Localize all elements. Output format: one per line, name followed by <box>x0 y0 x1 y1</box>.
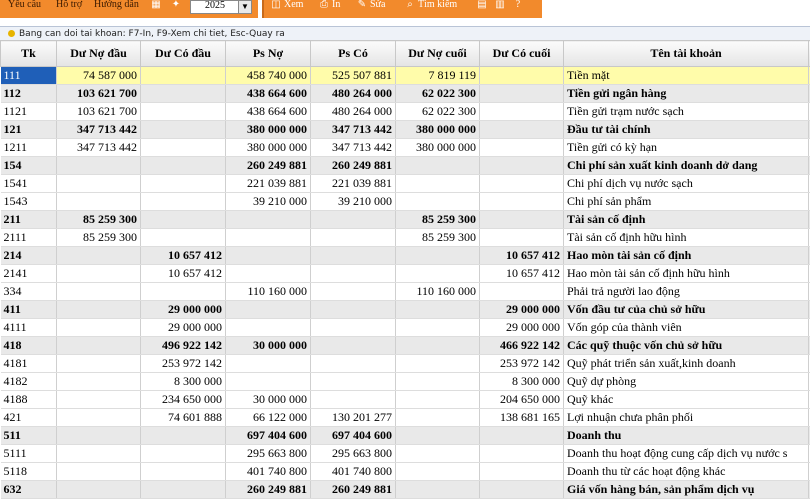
cell-tk[interactable]: 1211 <box>1 139 57 157</box>
cell-du-co-cuoi[interactable]: 466 922 142 <box>480 337 564 355</box>
cell-du-no-dau[interactable] <box>57 265 141 283</box>
col-header-tk[interactable]: Tk <box>1 41 57 67</box>
table-row[interactable] <box>1 247 810 265</box>
cell-du-co-cuoi[interactable]: 29 000 000 <box>480 301 564 319</box>
cell-ps-no[interactable]: 380 000 000 <box>226 139 311 157</box>
cell-ps-no[interactable]: 380 000 000 <box>226 121 311 139</box>
col-header-du-co-cuoi[interactable]: Dư Có cuối <box>480 41 564 67</box>
cell-du-no-cuoi[interactable] <box>396 409 480 427</box>
table-row[interactable] <box>1 175 810 193</box>
cell-du-no-dau[interactable]: 103 621 700 <box>57 85 141 103</box>
cell-ps-no[interactable]: 401 740 800 <box>226 463 311 481</box>
cell-du-co-cuoi[interactable]: 253 972 142 <box>480 355 564 373</box>
cell-ps-co[interactable]: 39 210 000 <box>311 193 396 211</box>
cell-ps-co[interactable]: 260 249 881 <box>311 481 396 499</box>
cell-du-no-cuoi[interactable] <box>396 175 480 193</box>
cell-du-no-cuoi[interactable] <box>396 391 480 409</box>
cell-tk[interactable]: 1121 <box>1 103 57 121</box>
cell-du-no-dau[interactable] <box>57 463 141 481</box>
cell-du-co-dau[interactable] <box>141 157 226 175</box>
cell-ps-no[interactable]: 30 000 000 <box>226 337 311 355</box>
cell-ten-tai-khoan[interactable]: Tài sản cố định hữu hình <box>564 229 809 247</box>
cell-du-co-cuoi[interactable]: 8 300 000 <box>480 373 564 391</box>
cell-du-no-dau[interactable] <box>57 373 141 391</box>
cell-du-no-cuoi[interactable]: 380 000 000 <box>396 139 480 157</box>
table-row[interactable] <box>1 463 810 481</box>
cell-tk[interactable]: 4182 <box>1 373 57 391</box>
cell-du-no-cuoi[interactable]: 85 259 300 <box>396 211 480 229</box>
cell-du-co-cuoi[interactable]: 10 657 412 <box>480 265 564 283</box>
cell-ps-co[interactable]: 347 713 442 <box>311 121 396 139</box>
cell-du-no-cuoi[interactable] <box>396 463 480 481</box>
cell-du-no-cuoi[interactable] <box>396 355 480 373</box>
table-row[interactable] <box>1 409 810 427</box>
cell-ten-tai-khoan[interactable]: Lợi nhuận chưa phân phối <box>564 409 809 427</box>
cell-du-co-dau[interactable] <box>141 175 226 193</box>
table-row[interactable] <box>1 355 810 373</box>
cell-du-co-dau[interactable] <box>141 445 226 463</box>
cell-ps-no[interactable] <box>226 265 311 283</box>
cell-ps-no[interactable]: 697 404 600 <box>226 427 311 445</box>
cell-ten-tai-khoan[interactable]: Tiền gửi có kỳ hạn <box>564 139 809 157</box>
cell-du-co-dau[interactable] <box>141 229 226 247</box>
cell-tk[interactable]: 5118 <box>1 463 57 481</box>
toolbar-left-group <box>0 0 258 18</box>
cell-tk[interactable]: 211 <box>1 211 57 229</box>
cell-ps-co[interactable]: 347 713 442 <box>311 139 396 157</box>
cell-du-no-cuoi[interactable]: 380 000 000 <box>396 121 480 139</box>
col-header-ps-co[interactable]: Ps Có <box>311 41 396 67</box>
cell-du-co-cuoi[interactable] <box>480 445 564 463</box>
cell-du-co-dau[interactable] <box>141 211 226 229</box>
cell-du-co-dau[interactable] <box>141 283 226 301</box>
cell-ps-co[interactable]: 525 507 881 <box>311 67 396 85</box>
table-row[interactable] <box>1 193 810 211</box>
cell-du-co-dau[interactable]: 10 657 412 <box>141 265 226 283</box>
cell-du-no-cuoi[interactable] <box>396 301 480 319</box>
cell-tk[interactable]: 4111 <box>1 319 57 337</box>
cell-du-co-dau[interactable] <box>141 463 226 481</box>
edit-icon[interactable]: ✎ <box>357 0 367 10</box>
cell-ten-tai-khoan[interactable]: Vốn đầu tư của chủ sở hữu <box>564 301 809 319</box>
cell-du-co-cuoi[interactable]: 204 650 000 <box>480 391 564 409</box>
cell-du-co-cuoi[interactable] <box>480 139 564 157</box>
table-row[interactable] <box>1 103 810 121</box>
cell-du-co-cuoi[interactable]: 138 681 165 <box>480 409 564 427</box>
cell-ten-tai-khoan[interactable]: Quỹ khác <box>564 391 809 409</box>
table-row[interactable] <box>1 121 810 139</box>
col-header-du-co-dau[interactable]: Dư Có đầu <box>141 41 226 67</box>
cell-ps-no[interactable]: 438 664 600 <box>226 103 311 121</box>
cell-ps-no[interactable]: 30 000 000 <box>226 391 311 409</box>
cell-ps-co[interactable]: 295 663 800 <box>311 445 396 463</box>
cell-du-co-cuoi[interactable] <box>480 121 564 139</box>
panel-title: Bang can doi tai khoan: F7-In, F9-Xem chi tiet, Esc-Quay ra <box>19 29 285 39</box>
cell-ten-tai-khoan[interactable]: Vốn góp của thành viên <box>564 319 809 337</box>
cell-du-no-cuoi[interactable] <box>396 265 480 283</box>
cell-du-no-cuoi[interactable] <box>396 481 480 499</box>
cell-du-no-cuoi[interactable] <box>396 373 480 391</box>
excel-icon[interactable]: ▤ <box>477 0 487 10</box>
cell-tk[interactable]: 4188 <box>1 391 57 409</box>
cell-du-co-cuoi[interactable] <box>480 193 564 211</box>
cell-du-co-dau[interactable] <box>141 67 226 85</box>
table-row[interactable] <box>1 67 810 85</box>
cell-ten-tai-khoan[interactable]: Hao mòn tài sản cố định <box>564 247 809 265</box>
table-row[interactable] <box>1 229 810 247</box>
cell-ps-co[interactable]: 480 264 000 <box>311 103 396 121</box>
cell-du-no-cuoi[interactable] <box>396 193 480 211</box>
cell-du-co-dau[interactable]: 29 000 000 <box>141 301 226 319</box>
cell-du-no-dau[interactable] <box>57 445 141 463</box>
cell-du-co-cuoi[interactable]: 10 657 412 <box>480 247 564 265</box>
cell-ps-co[interactable] <box>311 319 396 337</box>
table-row[interactable] <box>1 427 810 445</box>
cell-ps-co[interactable]: 260 249 881 <box>311 157 396 175</box>
cell-du-no-dau[interactable] <box>57 427 141 445</box>
print-icon[interactable]: ⎙ <box>320 0 328 10</box>
cell-du-no-dau[interactable]: 85 259 300 <box>57 229 141 247</box>
window-icon <box>8 30 15 37</box>
cell-du-co-cuoi[interactable] <box>480 103 564 121</box>
cell-du-no-dau[interactable]: 347 713 442 <box>57 121 141 139</box>
cell-ps-co[interactable] <box>311 337 396 355</box>
cell-ps-no[interactable]: 438 664 600 <box>226 85 311 103</box>
cell-ten-tai-khoan[interactable]: Doanh thu từ các hoạt động khác <box>564 463 809 481</box>
cell-ps-no[interactable]: 110 160 000 <box>226 283 311 301</box>
cell-ps-co[interactable]: 130 201 277 <box>311 409 396 427</box>
cell-ten-tai-khoan[interactable]: Quỹ phát triển sản xuất,kinh doanh <box>564 355 809 373</box>
cell-du-co-dau[interactable] <box>141 481 226 499</box>
cell-du-co-dau[interactable]: 8 300 000 <box>141 373 226 391</box>
cell-ps-co[interactable] <box>311 211 396 229</box>
cell-tk[interactable]: 511 <box>1 427 57 445</box>
cell-ps-co[interactable] <box>311 391 396 409</box>
year-select[interactable]: 2025 <box>190 0 240 14</box>
help-icon[interactable]: ? <box>515 0 521 10</box>
cell-du-co-cuoi[interactable] <box>480 67 564 85</box>
tim-kiem-button[interactable]: Tìm kiếm <box>418 0 458 10</box>
cell-du-co-cuoi[interactable] <box>480 175 564 193</box>
cell-du-no-dau[interactable] <box>57 409 141 427</box>
cell-du-co-cuoi[interactable] <box>480 463 564 481</box>
cell-ps-co[interactable]: 697 404 600 <box>311 427 396 445</box>
cell-ps-no[interactable]: 221 039 881 <box>226 175 311 193</box>
cell-tk[interactable]: 112 <box>1 85 57 103</box>
cell-du-co-dau[interactable] <box>141 427 226 445</box>
cell-tk[interactable]: 5111 <box>1 445 57 463</box>
cell-ten-tai-khoan[interactable]: Tài sản cố định <box>564 211 809 229</box>
cell-ten-tai-khoan[interactable]: Chi phí sản xuất kinh doanh dở dang <box>564 157 809 175</box>
cell-tk[interactable]: 421 <box>1 409 57 427</box>
cell-du-no-dau[interactable] <box>57 319 141 337</box>
cell-du-co-dau[interactable] <box>141 121 226 139</box>
cell-ps-no[interactable] <box>226 247 311 265</box>
cell-ten-tai-khoan[interactable]: Doanh thu hoạt động cung cấp dịch vụ nước s <box>564 445 809 463</box>
table-row[interactable] <box>1 373 810 391</box>
cell-ps-no[interactable] <box>226 229 311 247</box>
cell-du-no-dau[interactable] <box>57 391 141 409</box>
account-balance-table[interactable] <box>0 40 810 499</box>
cell-ten-tai-khoan[interactable]: Doanh thu <box>564 427 809 445</box>
cell-du-co-cuoi[interactable] <box>480 85 564 103</box>
cell-tk[interactable]: 334 <box>1 283 57 301</box>
table-row[interactable] <box>1 445 810 463</box>
cell-du-no-dau[interactable] <box>57 247 141 265</box>
export-icon[interactable]: ▥ <box>495 0 505 10</box>
cell-ps-co[interactable] <box>311 373 396 391</box>
table-row[interactable] <box>1 481 810 499</box>
cell-du-co-cuoi[interactable] <box>480 211 564 229</box>
cell-ten-tai-khoan[interactable]: Giá vốn hàng bán, sản phẩm dịch vụ <box>564 481 809 499</box>
cell-ten-tai-khoan[interactable]: Chi phí dịch vụ nước sạch <box>564 175 809 193</box>
cell-tk[interactable]: 418 <box>1 337 57 355</box>
cell-du-co-dau[interactable]: 74 601 888 <box>141 409 226 427</box>
cell-ps-co[interactable] <box>311 247 396 265</box>
sua-button[interactable]: Sửa <box>370 0 386 10</box>
cell-du-no-cuoi[interactable] <box>396 445 480 463</box>
xem-button[interactable]: Xem <box>284 0 304 10</box>
cell-ps-co[interactable] <box>311 301 396 319</box>
cell-ten-tai-khoan[interactable]: Quỹ dự phòng <box>564 373 809 391</box>
cell-du-no-dau[interactable] <box>57 157 141 175</box>
cell-du-co-dau[interactable] <box>141 85 226 103</box>
cell-tk[interactable]: 121 <box>1 121 57 139</box>
table-row[interactable] <box>1 337 810 355</box>
cell-du-no-cuoi[interactable] <box>396 157 480 175</box>
cell-du-co-dau[interactable]: 10 657 412 <box>141 247 226 265</box>
cell-du-co-dau[interactable]: 253 972 142 <box>141 355 226 373</box>
calendar-icon[interactable]: ▦ <box>151 0 161 10</box>
table-row[interactable] <box>1 139 810 157</box>
cell-du-no-dau[interactable]: 103 621 700 <box>57 103 141 121</box>
cell-du-co-dau[interactable]: 234 650 000 <box>141 391 226 409</box>
col-header-du-no-dau[interactable]: Dư Nợ đầu <box>57 41 141 67</box>
cell-ps-co[interactable] <box>311 355 396 373</box>
cell-ps-co[interactable]: 480 264 000 <box>311 85 396 103</box>
cell-du-no-cuoi[interactable] <box>396 337 480 355</box>
cell-du-no-dau[interactable]: 347 713 442 <box>57 139 141 157</box>
cell-tk[interactable]: 154 <box>1 157 57 175</box>
table-row[interactable] <box>1 391 810 409</box>
chevron-down-icon[interactable]: ▼ <box>238 0 252 14</box>
cell-du-co-cuoi[interactable] <box>480 283 564 301</box>
cell-tk[interactable]: 411 <box>1 301 57 319</box>
col-header-ps-no[interactable]: Ps Nợ <box>226 41 311 67</box>
cell-tk[interactable]: 4181 <box>1 355 57 373</box>
cell-ps-no[interactable]: 39 210 000 <box>226 193 311 211</box>
menu-huong-dan[interactable]: Hướng dẫn <box>94 0 139 10</box>
cell-du-co-dau[interactable] <box>141 139 226 157</box>
cell-ps-co[interactable]: 221 039 881 <box>311 175 396 193</box>
cell-ten-tai-khoan[interactable]: Hao mòn tài sản cố định hữu hình <box>564 265 809 283</box>
cell-tk[interactable]: 1543 <box>1 193 57 211</box>
cell-tk[interactable]: 2111 <box>1 229 57 247</box>
cell-du-no-dau[interactable]: 85 259 300 <box>57 211 141 229</box>
cell-du-no-cuoi[interactable] <box>396 427 480 445</box>
cell-tk[interactable]: 111 <box>1 67 57 85</box>
cell-ps-no[interactable]: 295 663 800 <box>226 445 311 463</box>
cell-ps-co[interactable]: 401 740 800 <box>311 463 396 481</box>
cell-du-no-dau[interactable] <box>57 283 141 301</box>
cell-du-no-cuoi[interactable]: 62 022 300 <box>396 103 480 121</box>
settings-icon[interactable]: ✦ <box>171 0 181 10</box>
search-icon[interactable]: ⌕ <box>407 0 413 10</box>
table-row[interactable] <box>1 211 810 229</box>
in-button[interactable]: In <box>332 0 341 10</box>
cell-du-co-dau[interactable]: 496 922 142 <box>141 337 226 355</box>
cell-ps-no[interactable]: 260 249 881 <box>226 157 311 175</box>
cell-ps-no[interactable] <box>226 319 311 337</box>
table-row[interactable] <box>1 265 810 283</box>
cell-du-no-dau[interactable] <box>57 355 141 373</box>
menu-ho-tro[interactable]: Hỗ trợ <box>56 0 83 10</box>
toolbar-right-group <box>262 0 542 18</box>
cell-du-co-cuoi[interactable]: 29 000 000 <box>480 319 564 337</box>
cell-ten-tai-khoan[interactable]: Tiền gửi trạm nước sạch <box>564 103 809 121</box>
table-row[interactable] <box>1 85 810 103</box>
cell-du-no-dau[interactable] <box>57 175 141 193</box>
cell-tk[interactable]: 1541 <box>1 175 57 193</box>
table-row[interactable] <box>1 157 810 175</box>
cell-du-co-dau[interactable]: 29 000 000 <box>141 319 226 337</box>
cell-ps-co[interactable] <box>311 283 396 301</box>
cell-du-no-cuoi[interactable]: 62 022 300 <box>396 85 480 103</box>
cell-du-no-dau[interactable]: 74 587 000 <box>57 67 141 85</box>
cell-ten-tai-khoan[interactable]: Tiền gửi ngân hàng <box>564 85 809 103</box>
cell-du-no-cuoi[interactable] <box>396 319 480 337</box>
cell-du-no-cuoi[interactable]: 85 259 300 <box>396 229 480 247</box>
cell-du-no-cuoi[interactable]: 7 819 119 <box>396 67 480 85</box>
cell-du-no-cuoi[interactable] <box>396 247 480 265</box>
cell-ps-co[interactable] <box>311 229 396 247</box>
cell-du-co-cuoi[interactable] <box>480 229 564 247</box>
cell-du-co-cuoi[interactable] <box>480 157 564 175</box>
cell-du-co-cuoi[interactable] <box>480 481 564 499</box>
table-row[interactable] <box>1 301 810 319</box>
cell-du-co-dau[interactable] <box>141 103 226 121</box>
cell-ps-no[interactable] <box>226 355 311 373</box>
cell-ten-tai-khoan[interactable]: Tiền mặt <box>564 67 809 85</box>
cell-ten-tai-khoan[interactable]: Phải trả người lao động <box>564 283 809 301</box>
cell-ps-no[interactable] <box>226 301 311 319</box>
cell-du-no-dau[interactable] <box>57 337 141 355</box>
panel-title-bar <box>0 26 810 41</box>
table-header <box>1 41 810 67</box>
cell-du-no-dau[interactable] <box>57 481 141 499</box>
col-header-du-no-cuoi[interactable]: Dư Nợ cuối <box>396 41 480 67</box>
cell-tk[interactable]: 214 <box>1 247 57 265</box>
cell-ps-no[interactable]: 66 122 000 <box>226 409 311 427</box>
cell-tk[interactable]: 2141 <box>1 265 57 283</box>
cell-ps-no[interactable] <box>226 373 311 391</box>
table-row[interactable] <box>1 283 810 301</box>
cell-ten-tai-khoan[interactable]: Chi phí sản phẩm <box>564 193 809 211</box>
cell-du-co-cuoi[interactable] <box>480 427 564 445</box>
cell-tk[interactable]: 632 <box>1 481 57 499</box>
cell-ps-co[interactable] <box>311 265 396 283</box>
toolbar <box>0 0 810 18</box>
cell-du-no-cuoi[interactable]: 110 160 000 <box>396 283 480 301</box>
cell-ps-no[interactable] <box>226 211 311 229</box>
cell-du-co-dau[interactable] <box>141 193 226 211</box>
cell-ps-no[interactable]: 458 740 000 <box>226 67 311 85</box>
cell-du-no-dau[interactable] <box>57 301 141 319</box>
cell-du-no-dau[interactable] <box>57 193 141 211</box>
cell-ten-tai-khoan[interactable]: Các quỹ thuộc vốn chủ sở hữu <box>564 337 809 355</box>
menu-yeu-cau[interactable]: Yêu cầu <box>8 0 42 10</box>
cell-ps-no[interactable]: 260 249 881 <box>226 481 311 499</box>
table-row[interactable] <box>1 319 810 337</box>
cell-ten-tai-khoan[interactable]: Đầu tư tài chính <box>564 121 809 139</box>
col-header-ten-tai-khoan[interactable]: Tên tài khoản <box>564 41 809 67</box>
view-icon[interactable]: ◫ <box>271 0 281 10</box>
